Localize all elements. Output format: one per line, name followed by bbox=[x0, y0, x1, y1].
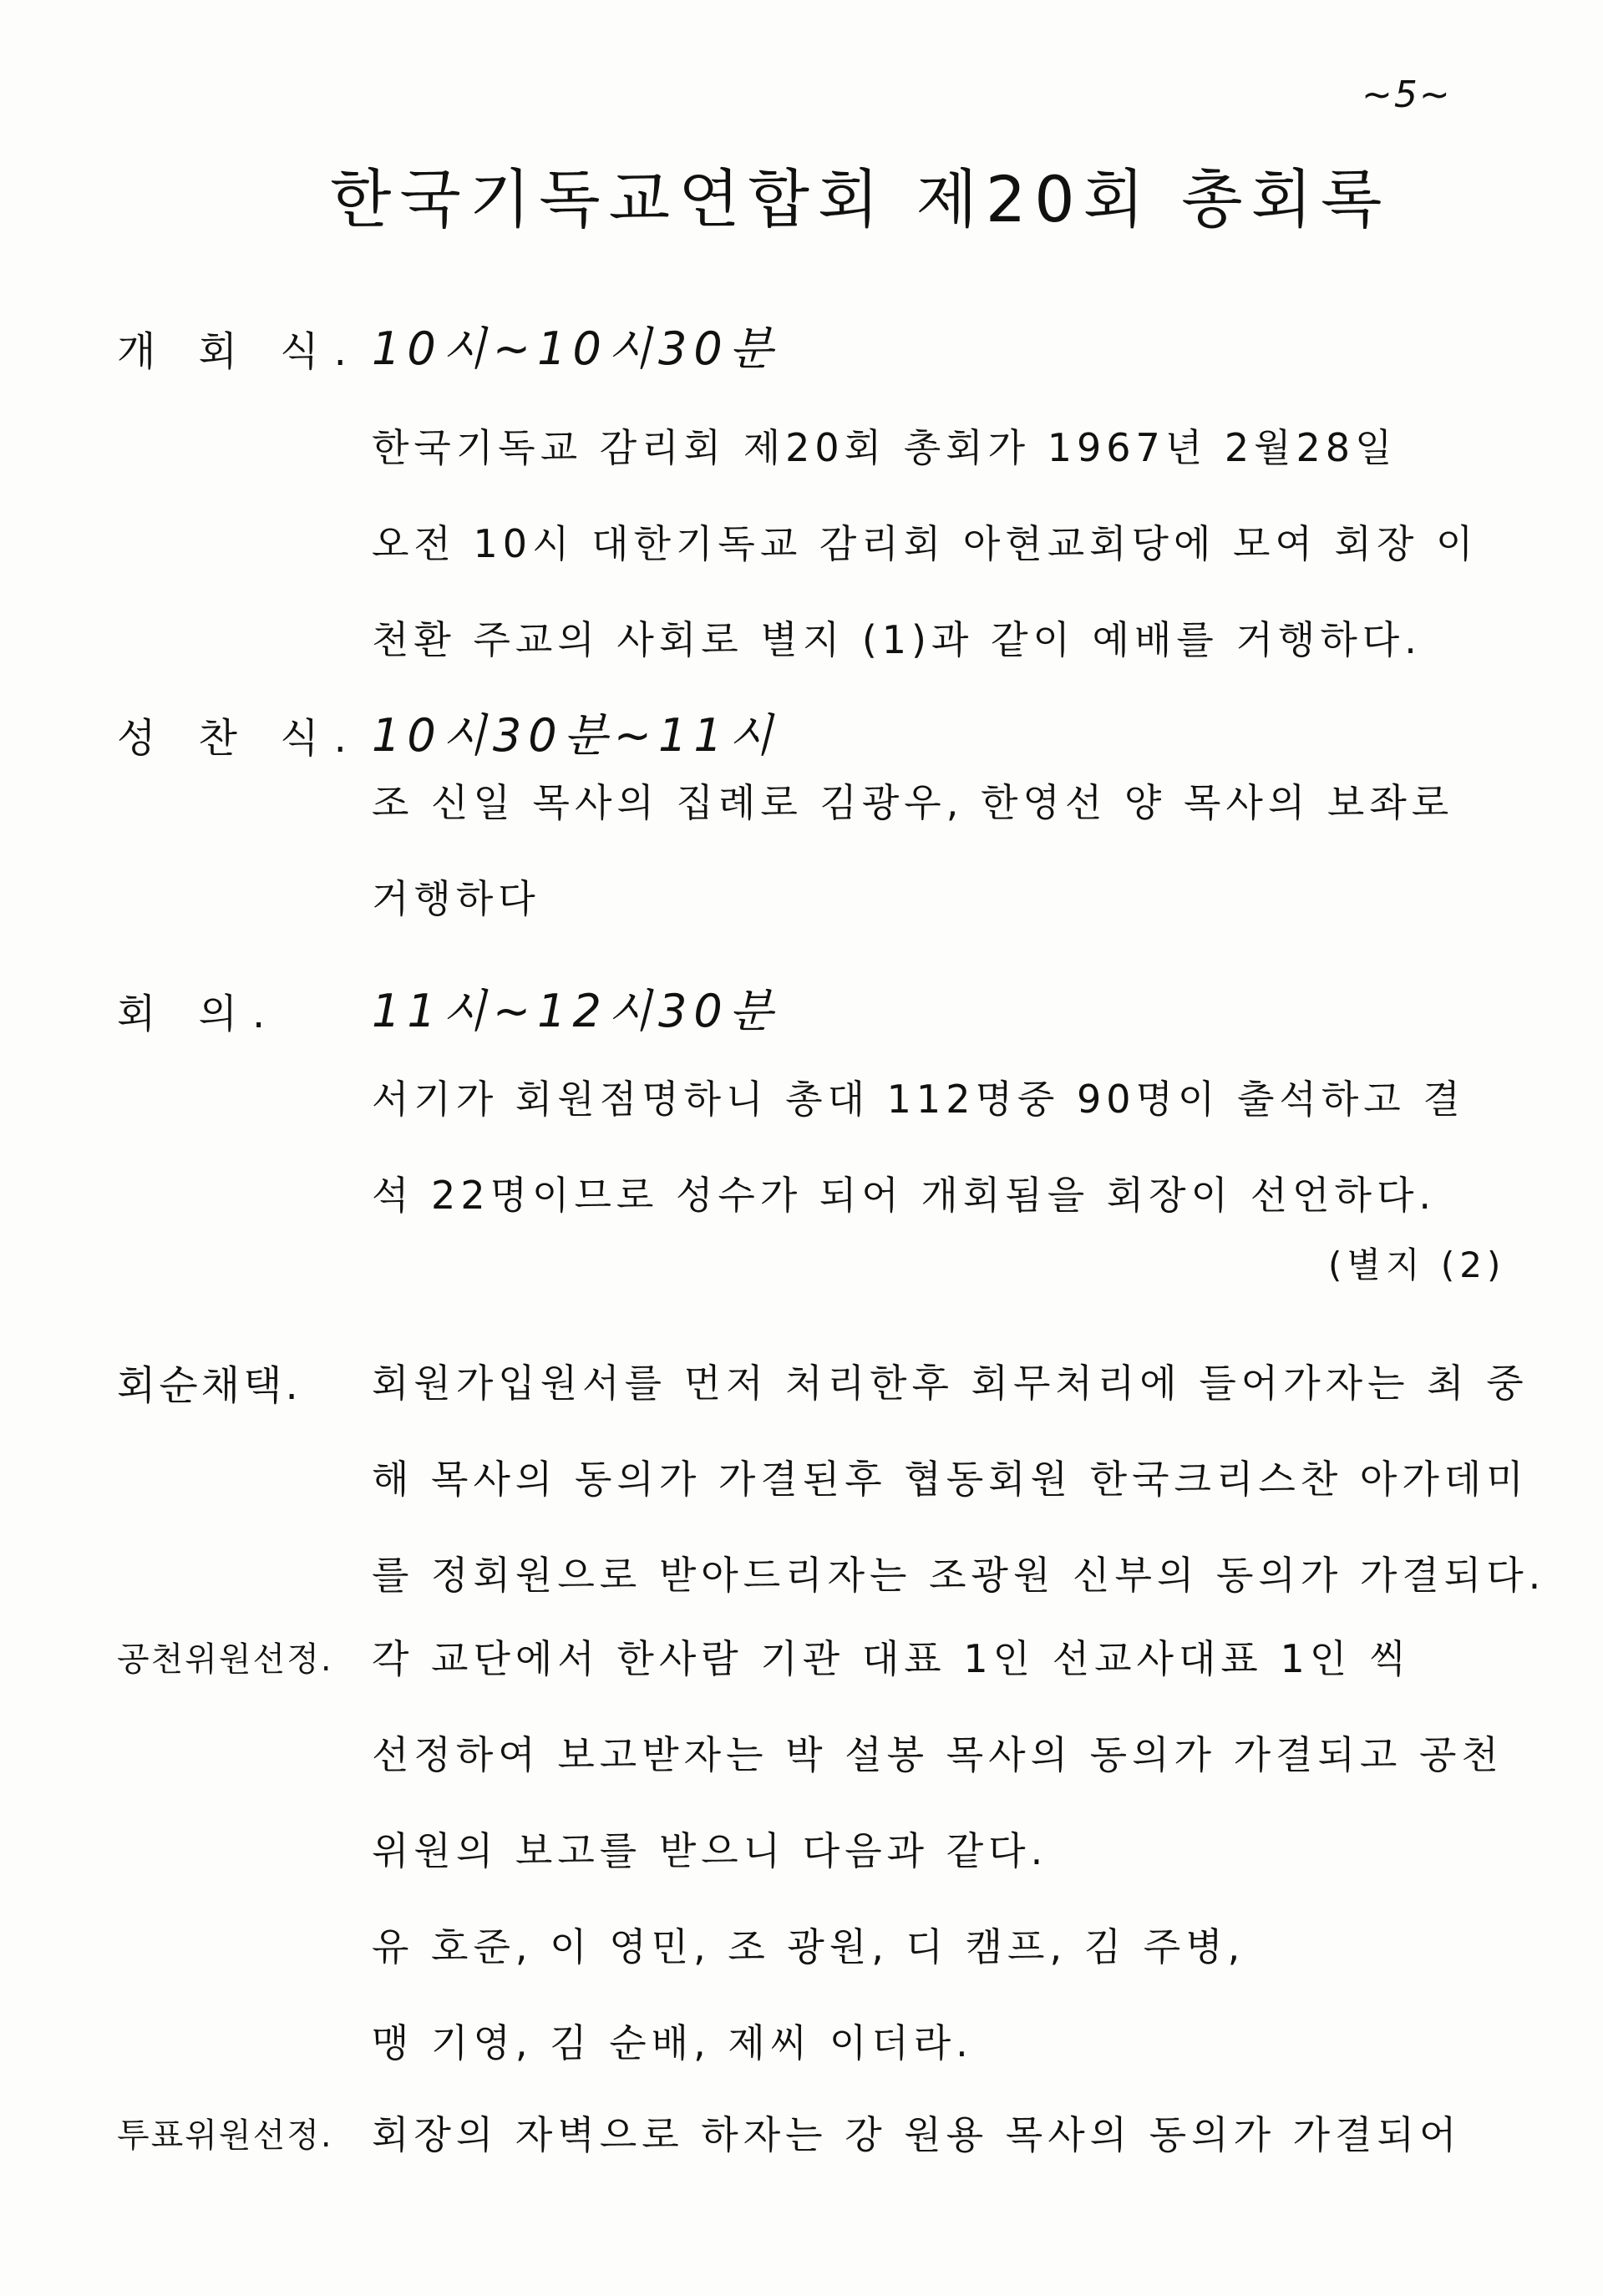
section-time-meeting: 11시~12시30분 bbox=[372, 985, 779, 1037]
section-nomination-line: 유 호준, 이 영민, 조 광원, 디 캠프, 김 주병, bbox=[372, 1924, 1245, 1969]
appendix-note: (별지 (2) bbox=[1328, 1244, 1506, 1285]
section-agenda-line: 를 정회원으로 받아드리자는 조광원 신부의 동의가 가결되다. bbox=[372, 1553, 1546, 1598]
section-agenda-line: 해 목사의 동의가 가결된후 협동회원 한국크리스찬 아가데미 bbox=[372, 1457, 1529, 1502]
section-label-meeting: 회 의. bbox=[117, 991, 281, 1037]
section-meeting-line: 서기가 회원점명하니 총대 112명중 90명이 출석하고 결 bbox=[372, 1077, 1465, 1122]
section-communion-line: 거행하다 bbox=[372, 876, 540, 921]
document-title: 한국기독교연합회 제20회 총회록 bbox=[330, 162, 1391, 236]
section-opening-line: 한국기독교 감리회 제20회 총회가 1967년 2월28일 bbox=[372, 425, 1398, 470]
section-opening-line: 천환 주교의 사회로 별지 (1)과 같이 예배를 거행하다. bbox=[372, 617, 1422, 662]
section-nomination-line: 위원의 보고를 받으니 다음과 같다. bbox=[372, 1828, 1048, 1873]
section-label-communion: 성 찬 식. bbox=[117, 715, 362, 762]
section-nomination-line: 선정하여 보고받자는 박 설봉 목사의 동의가 가결되고 공천 bbox=[372, 1732, 1504, 1777]
section-label-agenda: 회순채택. bbox=[117, 1362, 302, 1409]
section-nomination-line: 각 교단에서 한사람 기관 대표 1인 선교사대표 1인 씩 bbox=[372, 1636, 1412, 1681]
section-nomination-line: 맹 기영, 김 순배, 제씨 이더라. bbox=[372, 2020, 973, 2065]
section-ballot-line: 회장의 자벽으로 하자는 강 원용 목사의 동의가 가결되어 bbox=[372, 2112, 1462, 2157]
section-agenda-line: 회원가입원서를 먼저 처리한후 회무처리에 들어가자는 최 중 bbox=[372, 1361, 1529, 1406]
section-label-ballot: 투표위원선정. bbox=[117, 2116, 333, 2155]
section-meeting-line: 석 22명이므로 성수가 되어 개회됨을 회장이 선언하다. bbox=[372, 1173, 1437, 1218]
section-time-communion: 10시30분~11시 bbox=[372, 709, 779, 762]
section-opening-line: 오전 10시 대한기독교 감리회 아현교회당에 모여 회장 이 bbox=[372, 521, 1479, 566]
section-communion-line: 조 신일 목사의 집례로 김광우, 한영선 양 목사의 보좌로 bbox=[372, 780, 1454, 825]
section-label-nomination: 공천위원선정. bbox=[117, 1640, 333, 1679]
section-time-opening: 10시~10시30분 bbox=[372, 322, 779, 375]
page-number: ~5~ bbox=[1362, 73, 1452, 116]
section-label-opening: 개 회 식. bbox=[117, 328, 362, 375]
